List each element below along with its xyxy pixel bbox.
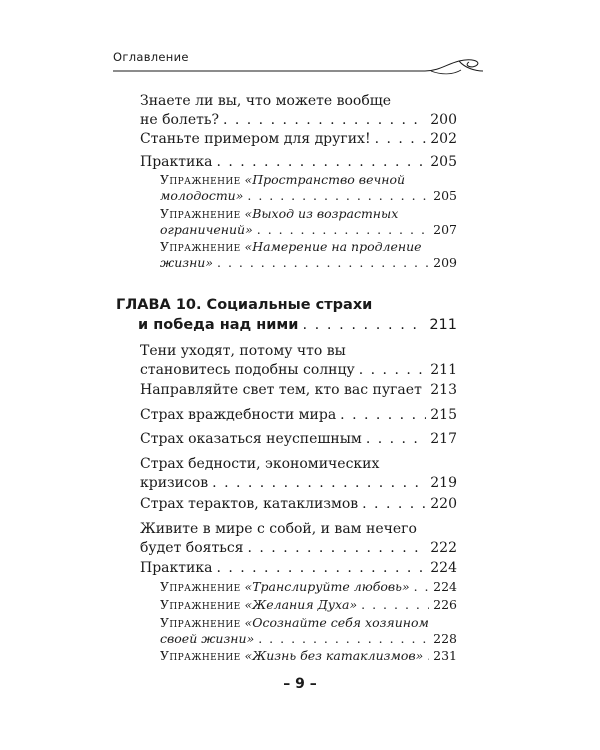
page-ref: 219 bbox=[430, 475, 457, 491]
page-ref: 205 bbox=[433, 188, 457, 203]
page-ref: 200 bbox=[430, 112, 457, 128]
exercise-label: Упражнение bbox=[160, 648, 241, 663]
page-ref: 222 bbox=[430, 540, 457, 556]
toc-exercise-entry[interactable]: Упражнение «Намерение на продление жизни» . . . 209 bbox=[160, 239, 457, 271]
leader-dots bbox=[427, 648, 429, 664]
toc-entry[interactable]: Страх терактов, катаклизмов . . . 220 bbox=[140, 495, 457, 514]
page-ref: 224 bbox=[430, 560, 457, 576]
leader-dots bbox=[216, 559, 426, 578]
leader-dots bbox=[248, 539, 427, 558]
leader-dots bbox=[212, 474, 426, 493]
toc-entry-line: не болеть? . . . 200 bbox=[140, 111, 457, 130]
toc-entry[interactable]: Живите в мире с собой, и вам нечего будет бояться . . . 222 bbox=[140, 520, 457, 558]
leader-dots bbox=[340, 406, 426, 425]
toc-entry[interactable]: Направляйте свет тем, кто вас пугает . . . 213 bbox=[140, 381, 457, 400]
toc-exercise-entry[interactable]: Упражнение «Транслируйте любовь» . . . 224 bbox=[160, 579, 457, 595]
leader-dots bbox=[362, 495, 426, 514]
toc-exercise-entry[interactable]: Упражнение «Желания Духа» . . . 226 bbox=[160, 597, 457, 613]
toc-entry-line: Знаете ли вы, что можете вообще bbox=[140, 93, 392, 109]
page-ref: 231 bbox=[433, 648, 457, 663]
toc-entry[interactable]: Тени уходят, потому что вы становитесь подобны солнцу . . . 211 bbox=[140, 342, 457, 380]
page-ref: 217 bbox=[430, 431, 457, 447]
leader-dots bbox=[257, 222, 429, 238]
toc-exercise-entry[interactable]: Упражнение «Пространство вечной молодости» . . . 205 bbox=[160, 172, 457, 204]
leader-dots bbox=[247, 188, 429, 204]
toc-entry[interactable]: Страх враждебности мира . . . 215 bbox=[140, 406, 457, 425]
leader-dots bbox=[361, 597, 429, 613]
page-ref: 226 bbox=[433, 597, 457, 612]
page-ref: 213 bbox=[430, 382, 457, 398]
leader-dots bbox=[302, 315, 425, 335]
page-ref: 224 bbox=[433, 579, 457, 594]
page-ref: 209 bbox=[433, 255, 457, 270]
toc-entry[interactable]: Станьте примером для других! . . . 202 bbox=[140, 130, 457, 149]
page-ref: 220 bbox=[430, 496, 457, 512]
toc-entry[interactable]: Страх бедности, экономических кризисов . . . 219 bbox=[140, 455, 457, 493]
page-ref: 207 bbox=[433, 222, 457, 237]
page-ref: 211 bbox=[430, 362, 457, 378]
toc-entry[interactable]: Практика . . . 205 bbox=[140, 153, 457, 172]
chapter-heading[interactable]: ГЛАВА 10. Социальные страхи и победа над ними . . . 211 bbox=[116, 295, 457, 335]
toc-entry[interactable]: Практика . . . 224 bbox=[140, 559, 457, 578]
page-number: – 9 – bbox=[283, 676, 317, 692]
toc-exercise-entry[interactable]: Упражнение «Жизнь без катаклизмов» . . . 231 bbox=[160, 648, 457, 664]
page-ref: 215 bbox=[430, 407, 457, 423]
exercise-label: Упражнение bbox=[160, 579, 241, 594]
leader-dots bbox=[216, 153, 426, 172]
exercise-label: Упражнение bbox=[160, 206, 241, 221]
leader-dots bbox=[258, 631, 429, 647]
toc-exercise-entry[interactable]: Упражнение «Осознайте себя хозяином своей жизни» . . . 228 bbox=[160, 615, 457, 647]
leader-dots bbox=[375, 130, 427, 149]
leader-dots bbox=[223, 111, 426, 130]
exercise-label: Упражнение bbox=[160, 615, 241, 630]
leader-dots bbox=[217, 255, 429, 271]
page-ref: 211 bbox=[429, 317, 457, 333]
leader-dots bbox=[414, 579, 430, 595]
running-header: Оглавление bbox=[113, 50, 189, 64]
page-ref: 202 bbox=[430, 131, 457, 147]
exercise-label: Упражнение bbox=[160, 172, 241, 187]
toc-entry[interactable]: Страх оказаться неуспешным . . . 217 bbox=[140, 430, 457, 449]
header-rule-flourish-icon bbox=[113, 52, 483, 78]
leader-dots bbox=[366, 430, 426, 449]
toc-entry[interactable] bbox=[140, 92, 457, 130]
leader-dots bbox=[359, 361, 427, 380]
page-ref: 228 bbox=[433, 631, 457, 646]
page-ref: 205 bbox=[430, 154, 457, 170]
toc-exercise-entry[interactable]: Упражнение «Выход из возрастных ограничений» . . . 207 bbox=[160, 206, 457, 238]
exercise-label: Упражнение bbox=[160, 239, 241, 254]
exercise-label: Упражнение bbox=[160, 597, 241, 612]
